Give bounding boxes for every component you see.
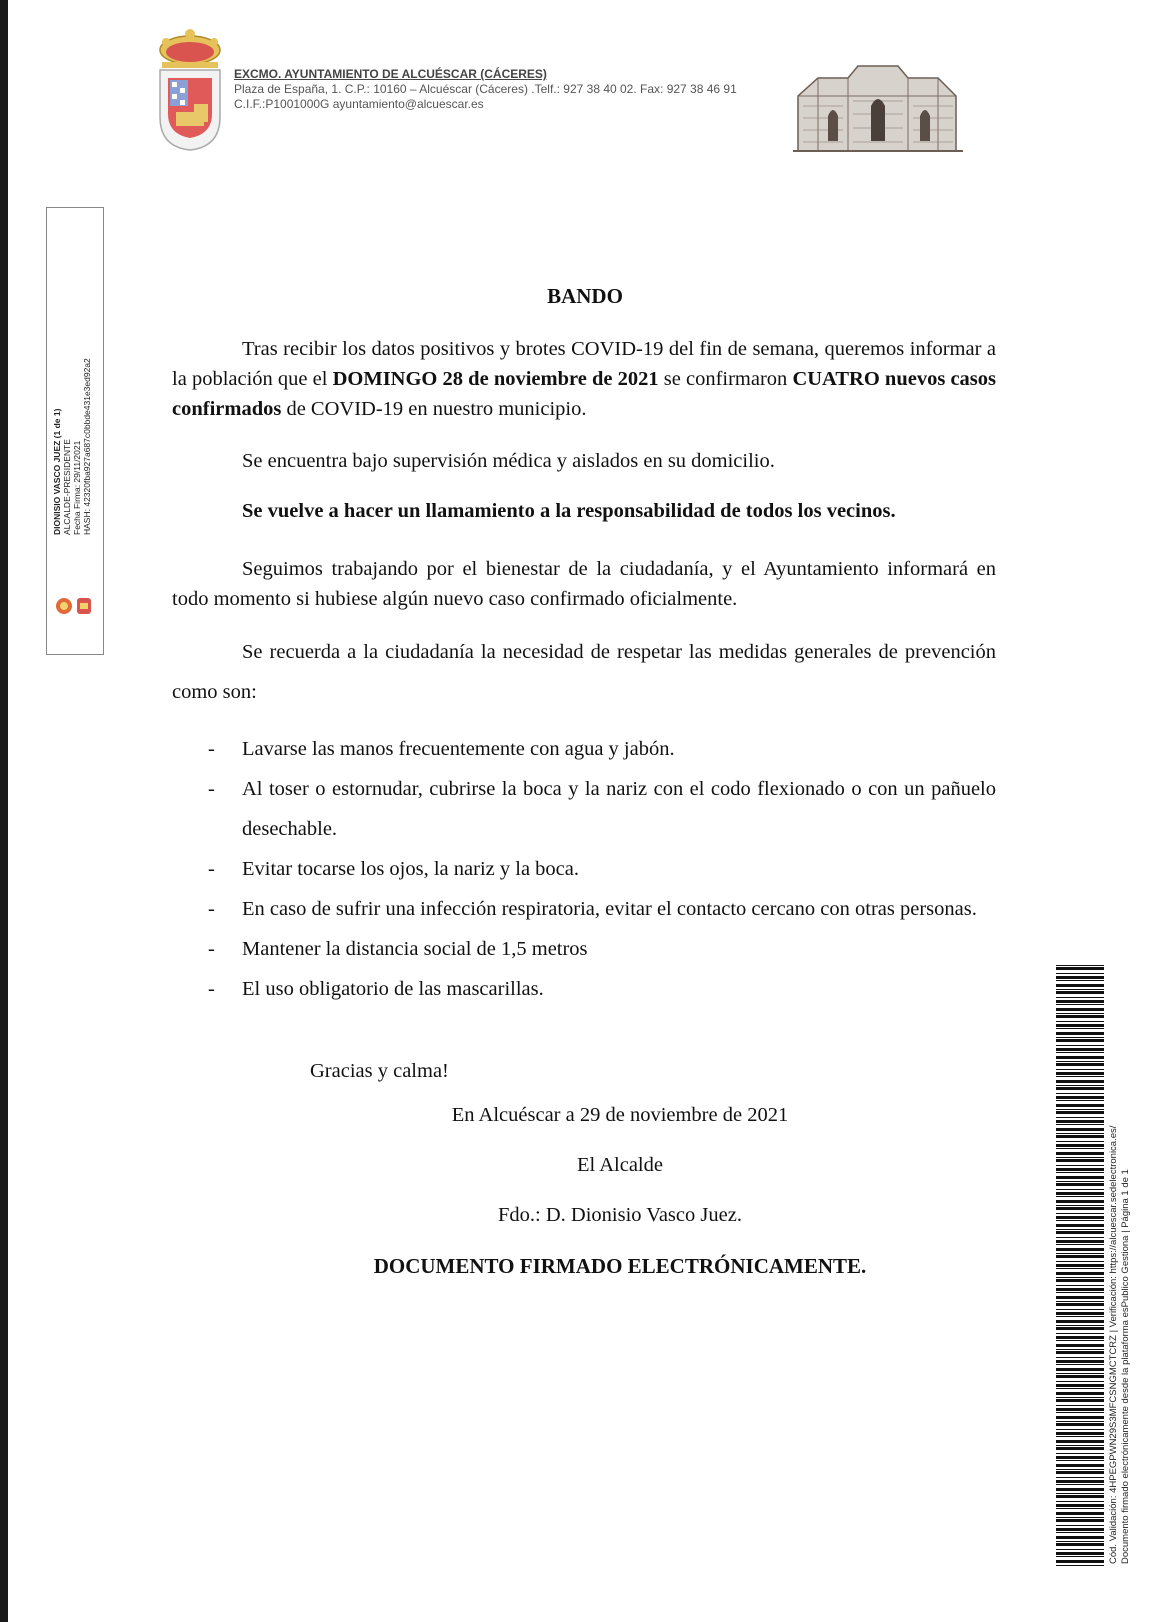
measure-text: Lavarse las manos frecuentemente con agua y jabón.	[242, 738, 675, 760]
paragraph-wellbeing: Seguimos trabajando por el bienestar de la ciudadanía, y el Ayuntamiento informará en todo momento si hubiese algún nuevo caso confirmado oficialmente.	[172, 558, 996, 610]
validation-barcode-icon	[1056, 965, 1104, 1567]
measure-text: Mantener la distancia social de 1,5 metros	[242, 938, 588, 960]
place-and-date: En Alcuéscar a 29 de noviembre de 2021	[451, 1104, 789, 1126]
list-item	[172, 929, 996, 969]
paragraph-reminder: Se recuerda a la ciudadanía la necesidad de respetar las medidas generales de prevención como son:	[172, 641, 996, 703]
church-sketch-icon	[788, 56, 966, 154]
paragraph-appeal: Se vuelve a hacer un llamamiento a la responsabilidad de todos los vecinos.	[242, 500, 896, 522]
announcement-text-2: se confirmaron	[658, 368, 793, 390]
list-dash: -	[208, 938, 215, 960]
list-dash: -	[208, 778, 215, 800]
letterhead-address: Plaza de España, 1. C.P.: 10160 – Alcuéscar (Cáceres) .Telf.: 927 38 40 02. Fax: 927 38 46 91	[234, 82, 737, 96]
list-dash: -	[208, 858, 215, 880]
closing-thanks: Gracias y calma!	[310, 1060, 449, 1082]
paragraph-supervision: Se encuentra bajo supervisión médica y aislados en su domicilio.	[242, 450, 775, 472]
validation-code: Cód. Validación: 4HPEGPWN29S3MFCSNGMCTCRZ | Verificación: https://alcuescar.sedelectronica.es/	[1108, 1125, 1119, 1564]
list-dash: -	[208, 898, 215, 920]
signer-name: Fdo.: D. Dionisio Vasco Juez.	[498, 1204, 742, 1226]
list-dash: -	[208, 738, 215, 760]
letterhead-cif-email: C.I.F.:P1001000G ayuntamiento@alcuescar.es	[234, 97, 484, 111]
page-left-edge	[0, 0, 8, 1622]
measure-text: El uso obligatorio de las mascarillas.	[242, 978, 544, 1000]
announcement-text-1: Tras recibir los datos positivos y brotes COVID-19 del fin de semana, queremos informar a la población que el	[172, 338, 996, 390]
measure-text: Al toser o estornudar, cubrirse la boca y la nariz con el codo flexionado o con un pañuelo desechable.	[242, 778, 996, 840]
list-item	[172, 849, 996, 889]
prevention-measures-list	[172, 729, 996, 1009]
list-item	[172, 769, 996, 849]
announcement-date: DOMINGO 28 de noviembre de 2021	[332, 368, 659, 390]
coat-of-arms-icon	[152, 22, 228, 154]
paragraph-announcement	[172, 334, 996, 424]
measure-text: En caso de sufrir una infección respiratoria, evitar el contacto cercano con otras personas.	[242, 898, 977, 920]
list-dash: -	[208, 978, 215, 1000]
signature-details	[52, 358, 92, 535]
signer-role: ALCALDE-PRESIDENTE	[62, 439, 72, 535]
signer-title: El Alcalde	[577, 1154, 663, 1176]
measure-text: Evitar tocarse los ojos, la nariz y la boca.	[242, 858, 579, 880]
letterhead	[234, 67, 737, 112]
letterhead-title: EXCMO. AYUNTAMIENTO DE ALCUÉSCAR (CÁCERES)	[234, 67, 547, 81]
signature-hash: HASH: 42320fba927a687c0bbde431e3ed92a2	[82, 358, 92, 535]
list-item	[172, 729, 996, 769]
announcement-cases: CUATRO nuevos casos confirmados	[172, 368, 996, 420]
document-heading: BANDO	[547, 284, 623, 308]
list-item	[172, 889, 996, 929]
signer-name-label: DIONISIO VASCO JUEZ (1 de 1)	[52, 408, 62, 535]
announcement-text-3: de COVID-19 en nuestro municipio.	[281, 398, 587, 420]
validation-text	[1108, 1126, 1132, 1564]
signature-date: Fecha Firma: 29/11/2021	[72, 440, 82, 535]
list-item	[172, 969, 996, 1009]
signature-seal-icon	[53, 595, 95, 617]
validation-platform: Documento firmado electrónicamente desde la plataforma esPublico Gestiona | Página 1 de 1	[1120, 1169, 1131, 1564]
electronic-signature-note: DOCUMENTO FIRMADO ELECTRÓNICAMENTE.	[373, 1254, 867, 1278]
